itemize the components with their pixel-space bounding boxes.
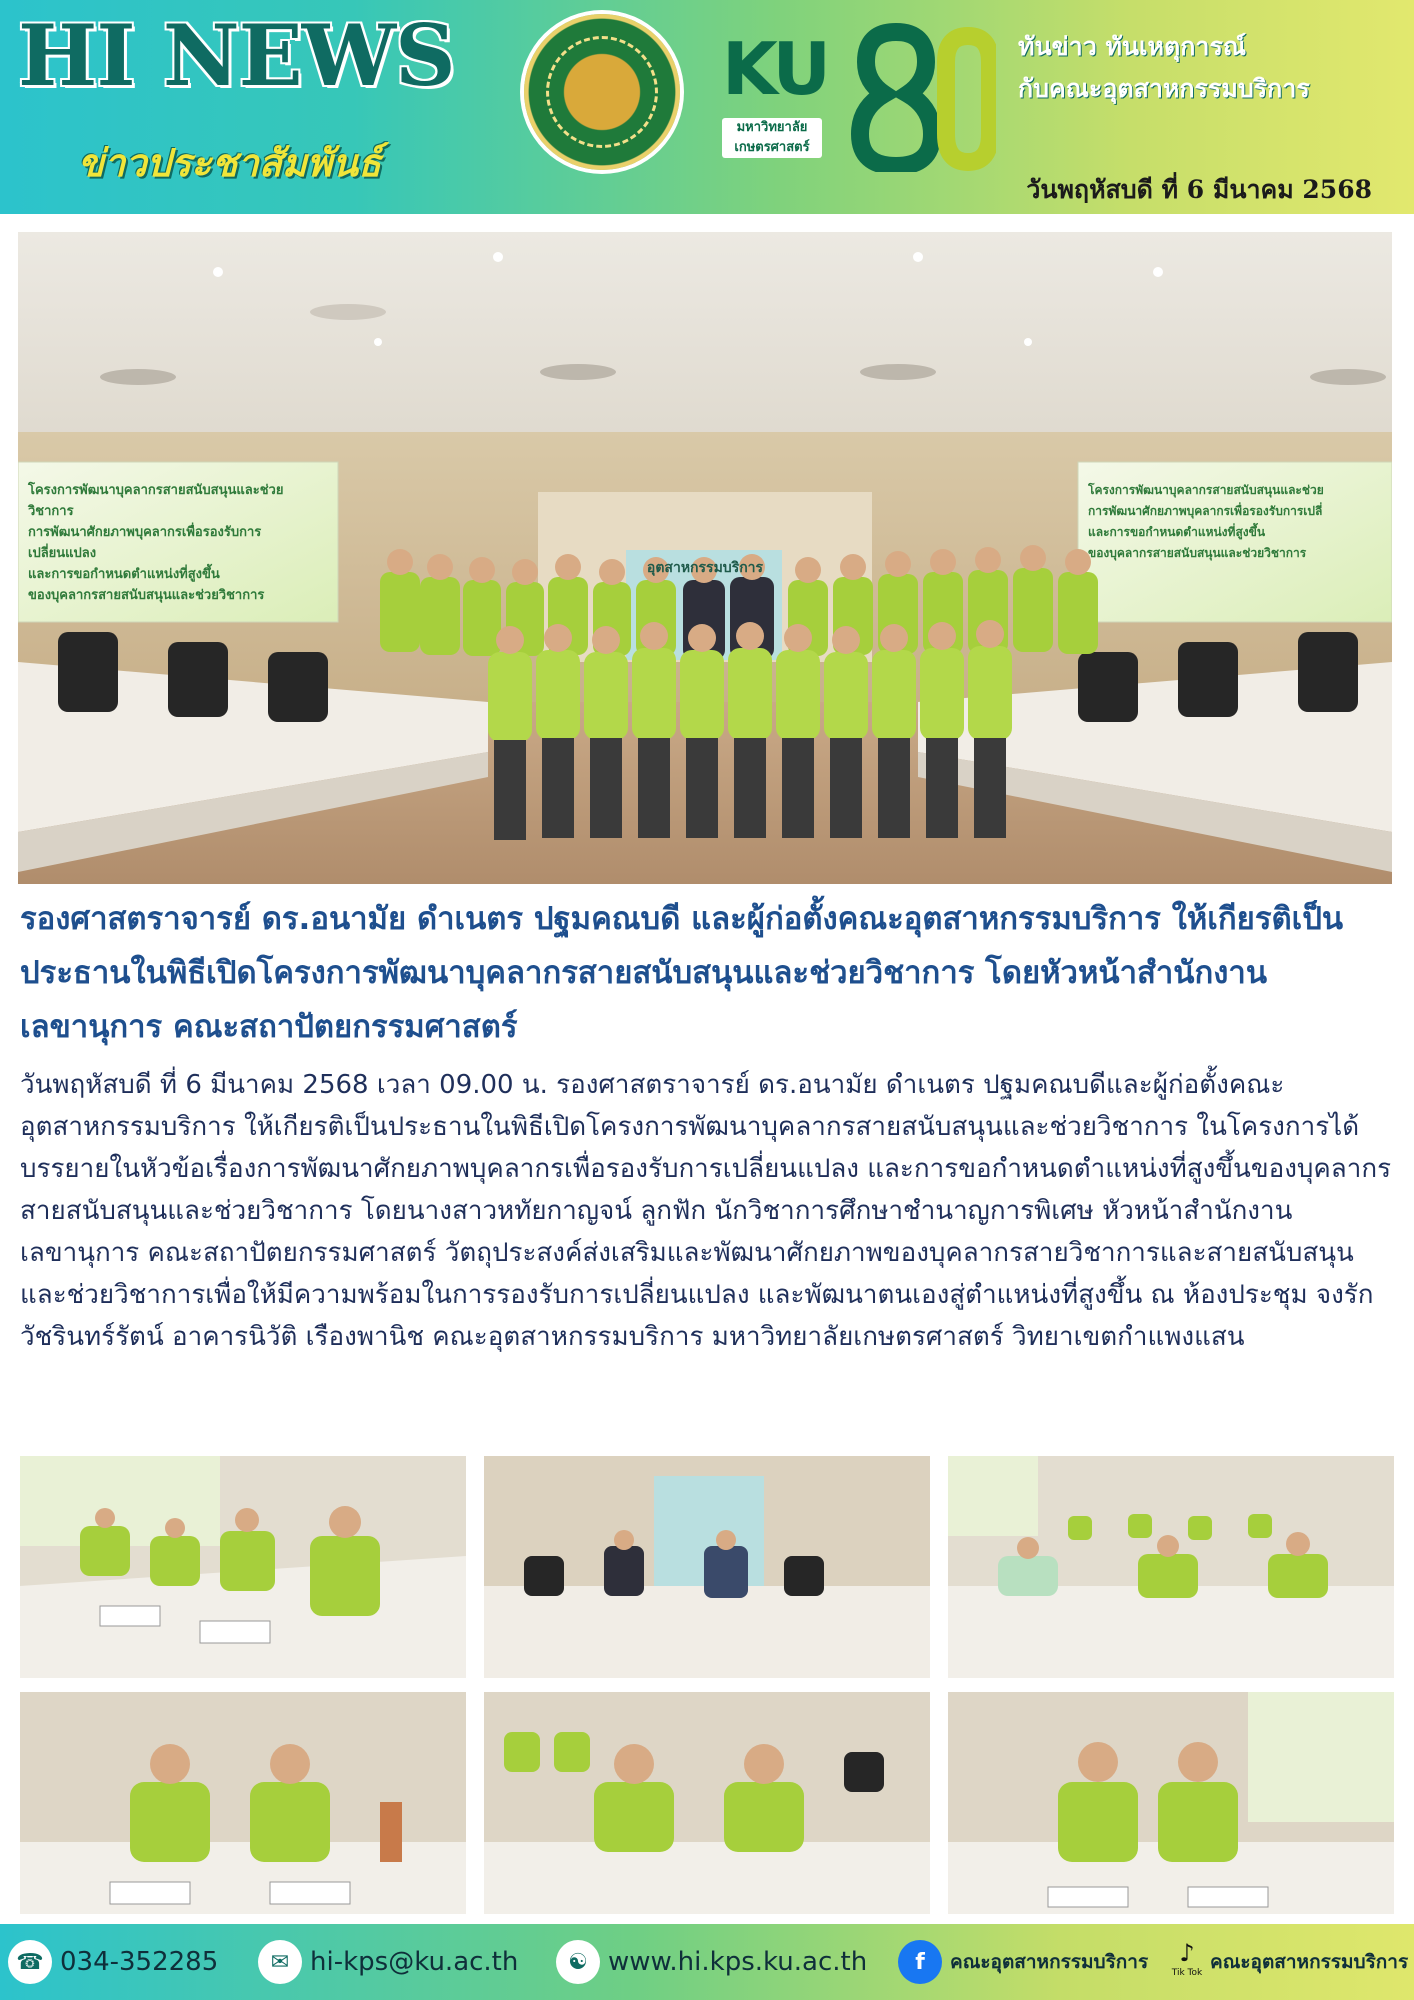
- brand-title: HI NEWS: [18, 6, 455, 105]
- ku-logo-text: มหาวิทยาลัย เกษตรศาสตร์: [722, 118, 822, 158]
- article-body: วันพฤหัสบดี ที่ 6 มีนาคม 2568 เวลา 09.00 น. รองศาสตราจารย์ ดร.อนามัย ดำเนตร ปฐมคณบดีและผู้ก่อตั้งคณะอุตสาหกรรมบริการ ให้เกียรติเป็นประธานในพิธีเปิดโครงการพัฒนาบุคลากรสายสนับสนุนและช่วยวิชาการ ในโครงการได้บรรยายในหัวข้อเรื่องการพัฒนาศักยภาพบุคลากรเพื่อรองรับการเปลี่ยนแปลง และการขอกำหนดตำแหน่งที่สูงขึ้นของบุคลากรสายสนับสนุนและช่วยวิชาการ โดยนางสาวหทัยกาญจน์ ลูกฟัก นักวิชาการศึกษาชำนาญการพิเศษ หัวหน้าสำนักงานเลขานุการ คณะสถาปัตยกรรมศาสตร์ วัตถุประสงค์ส่งเสริมและพัฒนาศักยภาพของบุคลากรสายวิชาการและสายสนับสนุนและช่วยวิชาการเพื่อให้มีความพร้อมในการรองรับการเปลี่ยนแปลง และพัฒนาตนเองสู่ตำแหน่งที่สูงขึ้น ณ ห้องประชุม จงรัก วัชรินทร์รัตน์ อาคารนิวัติ เรืองพานิช คณะอุตสาหกรรมบริการ มหาวิทยาลัยเกษตรศาสตร์ วิทยาเขตกำแพงแสน: [20, 1070, 1392, 1352]
- ku-logo-mark: KU: [722, 27, 827, 111]
- footer-tiktok: [1170, 1938, 1408, 1986]
- screen-left-line: ของบุคลากรสายสนับสนุนและช่วยวิชาการ: [28, 588, 265, 603]
- header-banner: [0, 0, 1414, 214]
- screen-left-line: การพัฒนาศักยภาพบุคลากรเพื่อรองรับการเปลี่ยนแปลง: [28, 525, 262, 561]
- faculty-seal-logo: [524, 14, 680, 170]
- screen-right-line: ของบุคลากรสายสนับสนุนและช่วยวิชาการ: [1088, 546, 1307, 560]
- globe-icon: ☯: [556, 1940, 600, 1984]
- gallery-photo-illustration: [20, 1692, 466, 1914]
- gallery-photo: [20, 1456, 466, 1678]
- gallery-photo-illustration: [484, 1692, 930, 1914]
- screen-left-text: [28, 480, 328, 606]
- gallery-photo: [484, 1456, 930, 1678]
- screen-left-line: โครงการพัฒนาบุคลากรสายสนับสนุนและช่วยวิชาการ: [28, 483, 284, 519]
- anniversary-80-logo: [846, 22, 996, 172]
- footer-email: [258, 1938, 518, 1986]
- gallery-photo: [948, 1692, 1394, 1914]
- email-icon: ✉: [258, 1940, 302, 1984]
- screen-right-line: การพัฒนาศักยภาพบุคลากรเพื่อรองรับการเปลี่: [1088, 504, 1323, 518]
- phone-number: 034-352285: [60, 1947, 219, 1977]
- website-url[interactable]: www.hi.kps.ku.ac.th: [608, 1947, 868, 1977]
- brand-subtitle: ข่าวประชาสัมพันธ์: [78, 141, 382, 185]
- article-headline: รองศาสตราจารย์ ดร.อนามัย ดำเนตร ปฐมคณบดี และผู้ก่อตั้งคณะอุตสาหกรรมบริการ ให้เกียรติเป็นประธานในพิธีเปิดโครงการพัฒนาบุคลากรสายสนับสนุนและช่วยวิชาการ โดยหัวหน้าสำนักงานเลขานุการ คณะสถาปัตยกรรมศาสตร์: [20, 901, 1344, 1045]
- tiktok-note-glyph: ♪: [1179, 1939, 1195, 1967]
- facebook-icon: f: [898, 1940, 942, 1984]
- tiktok-icon: [1170, 1938, 1204, 1986]
- tagline-line-1: ทันข่าว ทันเหตุการณ์: [1018, 32, 1247, 61]
- gallery-photo: [948, 1456, 1394, 1678]
- screen-left-line: และการขอกำหนดตำแหน่งที่สูงขึ้น: [28, 567, 220, 582]
- ku-logo: [722, 26, 827, 158]
- tagline: [1018, 26, 1398, 110]
- footer-website: [556, 1938, 867, 1986]
- header-date: วันพฤหัสบดี ที่ 6 มีนาคม 2568: [1026, 175, 1372, 204]
- gallery-photo-illustration: [948, 1456, 1394, 1678]
- gallery-photo-illustration: [20, 1456, 466, 1678]
- screen-right-text: [1088, 480, 1388, 564]
- footer-facebook: [898, 1938, 1148, 1986]
- facebook-page[interactable]: คณะอุตสาหกรรมบริการ: [950, 1951, 1149, 1973]
- tiktok-account[interactable]: คณะอุตสาหกรรมบริการ: [1210, 1951, 1409, 1973]
- screen-right-line: โครงการพัฒนาบุคลากรสายสนับสนุนและช่วย: [1088, 483, 1324, 497]
- footer-phone: [8, 1938, 218, 1986]
- email-address[interactable]: hi-kps@ku.ac.th: [310, 1947, 519, 1977]
- tagline-line-2: กับคณะอุตสาหกรรมบริการ: [1018, 74, 1310, 103]
- footer-contact-bar: [0, 1924, 1414, 2000]
- phone-icon: ☎: [8, 1940, 52, 1984]
- gallery-photo-illustration: [484, 1456, 930, 1678]
- gallery-photo: [20, 1692, 466, 1914]
- seal-ring: [546, 36, 658, 148]
- gallery-photo: [484, 1692, 930, 1914]
- screen-right-line: และการขอกำหนดตำแหน่งที่สูงขึ้น: [1088, 525, 1266, 539]
- hero-photo: [18, 232, 1392, 884]
- backdrop-banner-text: อุตสาหกรรมบริการ: [646, 560, 764, 576]
- tiktok-label: Tik Tok: [1171, 1968, 1203, 1978]
- gallery-photo-illustration: [948, 1692, 1394, 1914]
